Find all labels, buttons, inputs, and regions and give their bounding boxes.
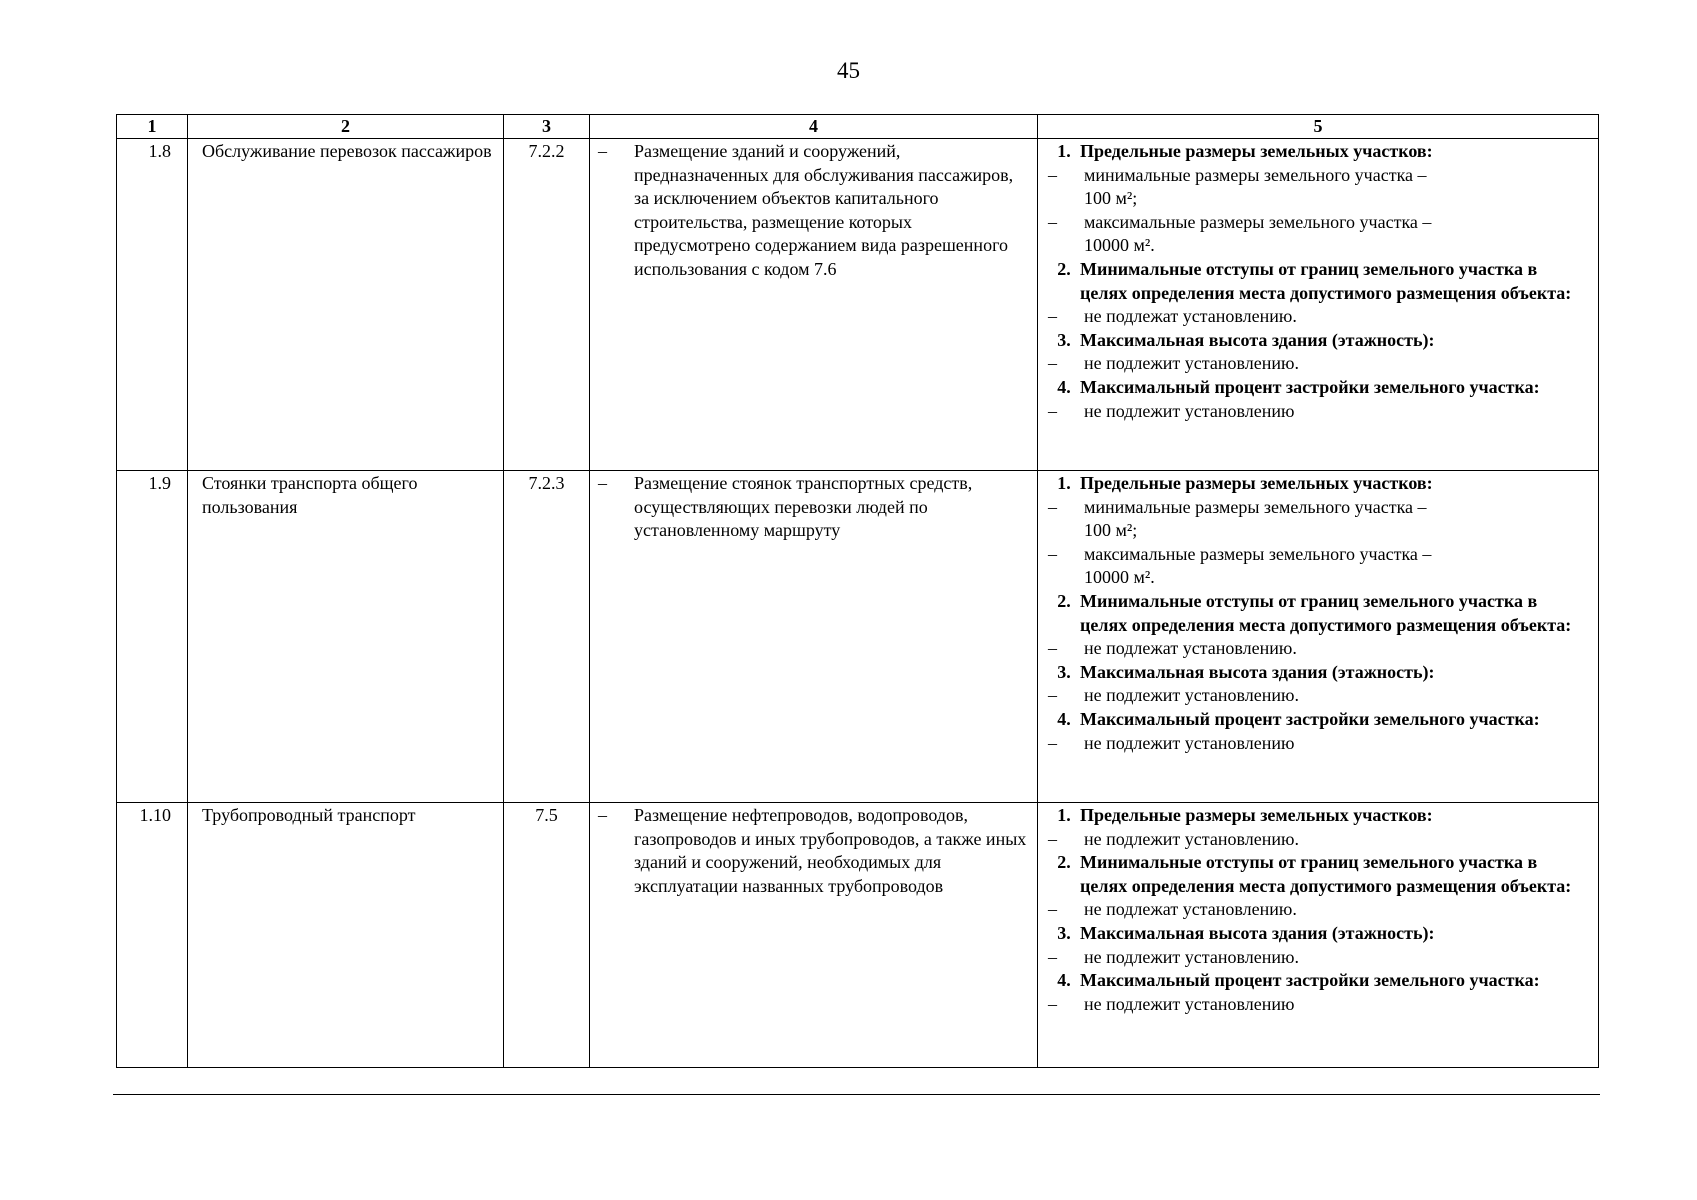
item-number: 1.	[1057, 805, 1071, 825]
dash-marker: –	[1048, 993, 1057, 1014]
param-value: не подлежат установлению.	[1084, 899, 1297, 920]
item-number: 3.	[1057, 922, 1071, 943]
item-number: 1.	[1057, 473, 1071, 493]
dash-marker: –	[1048, 400, 1057, 421]
dash-marker: –	[1048, 732, 1057, 753]
use-type-code: 7.5	[504, 803, 590, 1068]
item-number: 4.	[1057, 376, 1071, 397]
param-heading: Предельные размеры земельных участков:	[1080, 805, 1433, 825]
dash-marker: –	[1048, 685, 1057, 706]
param-heading: Минимальные отступы от границ земельного участка в целях определения места допустимого размещения объекта:	[1080, 590, 1572, 635]
column-header: 1	[117, 115, 188, 139]
description-text: Размещение стоянок транспортных средств, осуществляющих перевозки людей по установленному маршруту	[634, 473, 973, 541]
param-heading: Максимальный процент застройки земельного участка:	[1080, 708, 1540, 729]
dash-marker: –	[1048, 946, 1057, 967]
param-heading: Предельные размеры земельных участков:	[1080, 473, 1433, 493]
footer-divider	[113, 1094, 1600, 1095]
description-text: Размещение нефтепроводов, водопроводов, газопроводов и иных трубопроводов, а также иных зданий и сооружений, необходимых для эксплуатации названных трубопроводов	[634, 805, 1027, 896]
param-value: максимальные размеры земельного участка –	[1084, 211, 1432, 232]
dash-marker: –	[1048, 828, 1057, 849]
table-row	[117, 803, 1599, 1068]
param-heading: Максимальная высота здания (этажность):	[1080, 329, 1435, 350]
param-value: 10000 м².	[1084, 567, 1155, 588]
page-number: 45	[837, 58, 860, 83]
land-use-regulations-table	[116, 114, 1599, 1068]
use-type-code: 7.2.3	[504, 471, 590, 803]
item-number: 1.	[1057, 141, 1071, 161]
item-number: 2.	[1057, 590, 1071, 611]
param-heading: Минимальные отступы от границ земельного участка в целях определения места допустимого размещения объекта:	[1080, 258, 1572, 303]
dash-marker: –	[1048, 543, 1057, 564]
param-value: не подлежит установлению.	[1084, 946, 1299, 967]
item-number: 3.	[1057, 661, 1071, 682]
param-heading: Максимальная высота здания (этажность):	[1080, 922, 1435, 943]
param-value: не подлежат установлению.	[1084, 638, 1297, 659]
dash-marker: –	[1048, 638, 1057, 659]
param-value: не подлежит установлению	[1084, 732, 1295, 753]
param-value: не подлежит установлению	[1084, 400, 1295, 421]
column-header: 3	[504, 115, 590, 139]
use-type-code: 7.2.2	[504, 139, 590, 471]
table-row	[117, 471, 1599, 803]
column-header: 4	[590, 115, 1038, 139]
dash-marker: –	[1048, 211, 1057, 232]
use-description	[590, 471, 1038, 803]
description-text: Размещение зданий и сооружений, предназначенных для обслуживания пассажиров, за исключением объектов капитального строительства, размещение которых предусмотрено содержанием вида разрешенного использования с кодом 7.6	[634, 141, 1014, 279]
dash-marker: –	[598, 473, 607, 493]
dash-marker: –	[1048, 899, 1057, 920]
row-number: 1.10	[117, 803, 188, 1068]
param-value: 100 м²;	[1084, 188, 1138, 209]
use-type-name: Стоянки транспорта общего пользования	[188, 471, 504, 803]
param-value: не подлежит установлению.	[1084, 685, 1299, 706]
use-type-name: Трубопроводный транспорт	[188, 803, 504, 1068]
regulation-parameters	[1038, 471, 1599, 803]
param-heading: Максимальный процент застройки земельного участка:	[1080, 970, 1540, 991]
use-type-name: Обслуживание перевозок пассажиров	[188, 139, 504, 471]
item-number: 4.	[1057, 708, 1071, 729]
param-value: минимальные размеры земельного участка –	[1084, 496, 1427, 517]
param-heading: Минимальные отступы от границ земельного участка в целях определения места допустимого размещения объекта:	[1080, 852, 1572, 896]
dash-marker: –	[1048, 306, 1057, 327]
table-header-row	[117, 115, 1599, 139]
regulation-parameters	[1038, 803, 1599, 1068]
item-number: 3.	[1057, 329, 1071, 350]
param-value: не подлежат установлению.	[1084, 306, 1297, 327]
dash-marker: –	[1048, 164, 1057, 185]
param-value: не подлежит установлению.	[1084, 828, 1299, 849]
dash-marker: –	[1048, 353, 1057, 374]
use-description	[590, 139, 1038, 471]
item-number: 4.	[1057, 970, 1071, 991]
param-heading: Максимальная высота здания (этажность):	[1080, 661, 1435, 682]
param-heading: Максимальный процент застройки земельного участка:	[1080, 376, 1540, 397]
param-value: 100 м²;	[1084, 520, 1138, 541]
item-number: 2.	[1057, 852, 1071, 873]
use-description	[590, 803, 1038, 1068]
dash-marker: –	[1048, 496, 1057, 517]
regulation-parameters	[1038, 139, 1599, 471]
dash-marker: –	[598, 141, 607, 161]
row-number: 1.8	[117, 139, 188, 471]
param-value: не подлежит установлению	[1084, 993, 1295, 1014]
param-value: минимальные размеры земельного участка –	[1084, 164, 1427, 185]
item-number: 2.	[1057, 258, 1071, 279]
param-value: не подлежит установлению.	[1084, 353, 1299, 374]
column-header: 5	[1038, 115, 1599, 139]
table-row	[117, 139, 1599, 471]
row-number: 1.9	[117, 471, 188, 803]
param-value: 10000 м².	[1084, 235, 1155, 256]
param-heading: Предельные размеры земельных участков:	[1080, 141, 1433, 161]
dash-marker: –	[598, 805, 607, 825]
param-value: максимальные размеры земельного участка –	[1084, 543, 1432, 564]
column-header: 2	[188, 115, 504, 139]
